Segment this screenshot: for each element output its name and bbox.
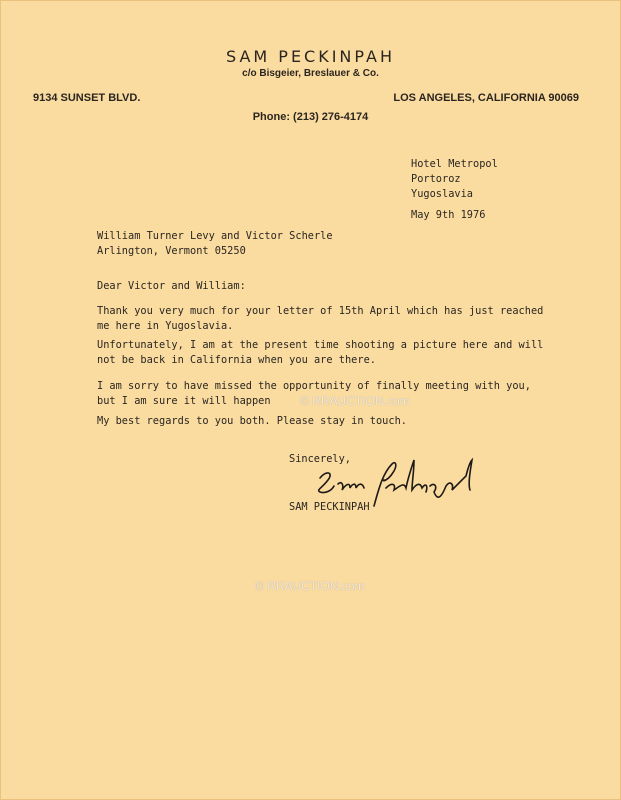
recipient-line: William Turner Levy and Victor Scherle	[97, 230, 333, 242]
sender-location-line: Hotel Metropol	[411, 158, 498, 170]
letter-date: May 9th 1976	[411, 209, 486, 221]
salutation: Dear Victor and William:	[97, 280, 246, 292]
body-paragraph-2	[97, 338, 567, 368]
body-paragraph-1	[97, 304, 567, 334]
letterhead-city-address: LOS ANGELES, CALIFORNIA 90069	[393, 92, 579, 104]
closing: Sincerely,	[289, 453, 351, 465]
letterhead-name: SAM PECKINPAH	[226, 47, 395, 66]
recipient-block	[97, 229, 333, 259]
body-line: not be back in California when you are there.	[97, 354, 376, 366]
letterhead-care-of: c/o Bisgeier, Breslauer & Co.	[242, 68, 379, 79]
watermark: © RRAUCTION.com	[300, 394, 410, 408]
letterhead-street-address: 9134 SUNSET BLVD.	[33, 92, 141, 104]
body-line: Unfortunately, I am at the present time shooting a picture here and will	[97, 339, 544, 351]
sender-location-line: Portoroz	[411, 173, 461, 185]
body-line: me here in Yugoslavia.	[97, 320, 234, 332]
sender-location-line: Yugoslavia	[411, 188, 473, 200]
body-paragraph-4	[97, 414, 567, 429]
recipient-line: Arlington, Vermont 05250	[97, 245, 246, 257]
sender-location	[411, 157, 498, 202]
body-line: I am sorry to have missed the opportunity of finally meeting with you,	[97, 380, 531, 392]
body-line: My best regards to you both. Please stay in touch.	[97, 415, 407, 427]
signature-name: SAM PECKINPAH	[289, 501, 370, 513]
body-line: but I am sure it will happen	[97, 395, 271, 407]
letterhead-phone: Phone: (213) 276-4174	[252, 111, 369, 123]
body-line: Thank you very much for your letter of 15th April which has just reached	[97, 305, 544, 317]
watermark: © RRAUCTION.com	[255, 579, 365, 593]
